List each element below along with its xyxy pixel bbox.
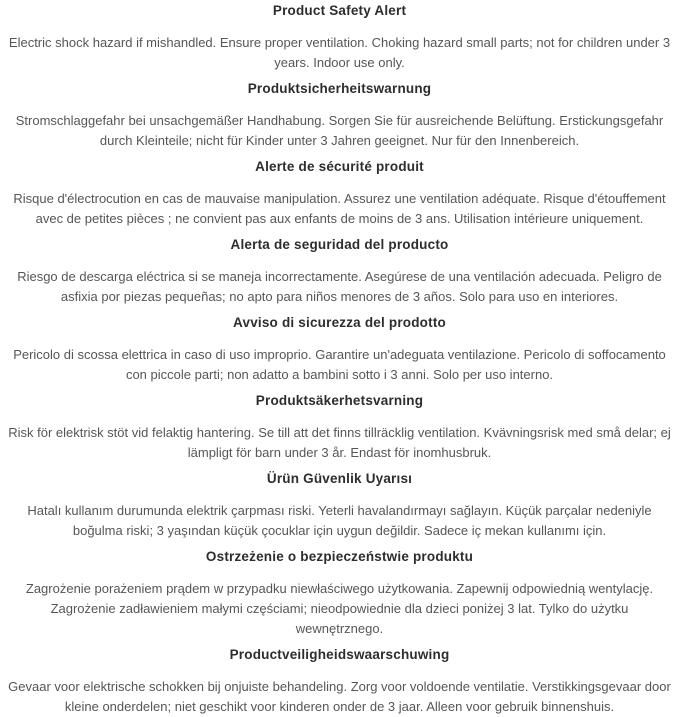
safety-sections-list (7, 3, 672, 717)
safety-alert-section (7, 549, 672, 639)
safety-alert-section (7, 159, 672, 229)
alert-body: Gevaar voor elektrische schokken bij onjuiste behandeling. Zorg voor voldoende ventilatie. Verstikkingsgevaar door kleine onderdelen; niet geschikt voor kinderen onder de 3 jaar. Alleen voor gebruik binnenshuis. (8, 679, 671, 714)
alert-title: Product Safety Alert (272, 3, 407, 18)
alert-title: Alerta de seguridad del producto (230, 237, 449, 252)
alert-body: Pericolo di scossa elettrica in caso di uso improprio. Garantire un'adeguata ventilazione. Pericolo di soffocamento con piccole parti; non adatto a bambini sotto i 3 anni. Solo per uso interno. (13, 347, 666, 382)
safety-alert-section (7, 237, 672, 307)
alert-title: Produktsicherheitswarnung (247, 81, 432, 96)
alert-body: Riesgo de descarga eléctrica si se maneja incorrectamente. Asegúrese de una ventilación adecuada. Peligro de asfixia por piezas pequeñas; no apto para niños menores de 3 años. Solo para uso en interiores. (17, 269, 662, 304)
alert-body: Risk för elektrisk stöt vid felaktig hantering. Se till att det finns tillräcklig ventilation. Kvävningsrisk med små delar; ej lämpligt för barn under 3 år. Endast för inomhusbruk. (8, 425, 671, 460)
safety-alert-section (7, 81, 672, 151)
safety-alert-section (7, 3, 672, 73)
alert-title: Avviso di sicurezza del prodotto (233, 315, 446, 330)
alert-body: Electric shock hazard if mishandled. Ensure proper ventilation. Choking hazard small parts; not for children under 3 years. Indoor use only. (8, 35, 671, 70)
alert-title: Produktsäkerhetsvarning (255, 393, 424, 408)
alert-title: Productveiligheidswaarschuwing (229, 647, 450, 662)
safety-alert-section (7, 647, 672, 717)
safety-alert-section (7, 393, 672, 463)
alert-body: Zagrożenie porażeniem prądem w przypadku niewłaściwego użytkowania. Zapewnij odpowiednią wentylację. Zagrożenie zadławieniem małymi częściami; nieodpowiednie dla dzieci poniżej 3 lat. Tylko do użytku wewnętrznego. (25, 581, 654, 636)
alert-title: Alerte de sécurité produit (255, 159, 424, 174)
alert-body: Risque d'électrocution en cas de mauvaise manipulation. Assurez une ventilation adéquate. Risque d'étouffement avec de petites pièces ; ne convient pas aux enfants de moins de 3 ans. Utilisation intérieure uniquement. (13, 191, 666, 226)
safety-alert-section (7, 315, 672, 385)
alert-body: Stromschlaggefahr bei unsachgemäßer Handhabung. Sorgen Sie für ausreichende Belüftung. Erstickungsgefahr durch Kleinteile; nicht für Kinder unter 3 Jahren geeignet. Nur für den Innenbereich. (15, 113, 664, 148)
safety-alert-section (7, 471, 672, 541)
alert-title: Ürün Güvenlik Uyarısı (266, 471, 413, 486)
alert-body: Hatalı kullanım durumunda elektrik çarpması riski. Yeterli havalandırmayı sağlayın. Küçük parçalar nedeniyle boğulma riski; 3 yaşından küçük çocuklar için uygun değildir. Sadece iç mekan kullanımı için. (27, 503, 652, 538)
alert-title: Ostrzeżenie o bezpieczeństwie produktu (205, 549, 474, 564)
